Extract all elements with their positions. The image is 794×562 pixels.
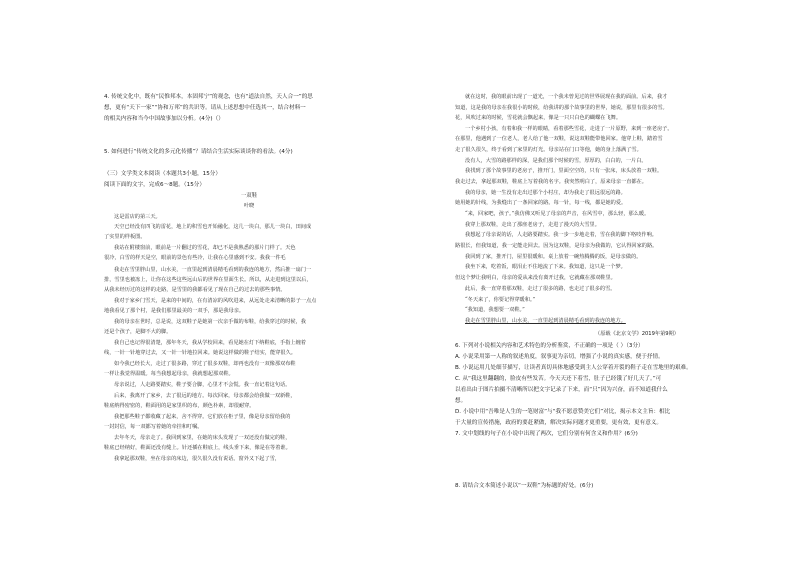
story-line: 我拿起那双鞋，坐在母亲的床边，很久很久没有说话。窗外又下起了雪， xyxy=(114,456,281,462)
story-line: 花，风吹过来的时候，雪花就会飘起来，像是一只只白色的蝴蝶在飞舞。 xyxy=(455,115,622,121)
story-line: 如今我已经长大，走过了很多路，穿过了很多双鞋，却再也没有一双像那双布鞋 xyxy=(114,361,296,367)
story-line: 就在这时，我的眼前出现了一道光，一个我未曾见过的世界展现在我的面前。后来，我才 xyxy=(465,94,668,100)
story-line: 这是雷店的第三天。 xyxy=(114,214,161,220)
story-line: 我站在附楼窗前，眼前是一片翻过的雪花，却已不是我熟悉的那片门样了。天色 xyxy=(114,245,296,251)
story-line: 我想起了母亲说的话，人走路要踏实。我一步一步地走着，雪在我的脚下咯吱作响。 xyxy=(465,232,657,238)
story-line: “我知道，我想要一双鞋。” xyxy=(465,307,525,313)
question-4-line-1: 4. 传统文化中，既有“民惟邦本，本固邦宁”的观念，也有“道法自然，天人合一”的思 xyxy=(104,94,313,100)
source-note: （原载《北京文学》2019年第9期） xyxy=(595,331,679,337)
story-line: 我走过去，拿起那双鞋，鞋底上写着我的名字。我突然明白了，原来母亲一直都在。 xyxy=(455,179,647,185)
story-line: 我走在雪里胖山里，山水美，一直里起到清晨精毛看到的我连的地方，然后推一扇门一 xyxy=(114,267,312,273)
story-line: 没有人，大雪的路那样的深，是我们那个时候的雪，厚厚的，白白的，一片白。 xyxy=(465,158,647,164)
question-5: 5. 如何进行“传统文化的多元化传播”？请结合生活实际谈谈你的看法。(4分) xyxy=(104,149,293,155)
story-line: 此后，我一直穿着那双鞋，走过了很多的路，也走过了很多的雪。 xyxy=(465,286,616,292)
story-line: 知道，这是我的母亲在我很小的时候，给我讲的那个故事里的世界，她说，那里有很多的雪。 xyxy=(455,105,668,111)
story-line: 一样让我觉得温暖。每当我想起母亲，我就想起那双鞋。 xyxy=(104,371,234,377)
story-line: 我坐下来，吃着饭，眼泪止不住地流了下来。我知道，这只是一个梦。 xyxy=(465,264,626,270)
question-6-option-d-cont: 于大量的宣传措施，政府的要赶紧做，解决实际问题才更重要，更有效，更有意义。 xyxy=(455,420,662,426)
question-7: 7. 文中划线的句子在小说中出现了两次，它们分别有何含义和作用？(6分) xyxy=(455,431,638,437)
story-title: 一双鞋 xyxy=(240,193,258,199)
story-line: “来，回家吧，孩子。”我仿佛又听见了母亲的声音，在风雪中，那么轻，那么暖。 xyxy=(465,211,650,217)
story-line: 我把那些鞋子都收藏了起来，舍不得穿。它们放在柜子里，像是母亲留给我的 xyxy=(114,414,291,420)
story-line: 我找到了那个故事里的老房子，推开门，里面空空的，只有一张床，床头放着一双鞋。 xyxy=(465,168,663,174)
question-6-option-d: D. 小说中用“吾唯是人生的一笔财富”与“我不愿意赞美它们”对比，揭示本文主旨：相比 xyxy=(455,409,671,415)
question-6-option-b: B. 小说运用几处细节描写，让读者真切具体地感受到主人公穿着开裂的鞋子走在雪地里的艰难。 xyxy=(455,365,692,371)
story-line: 我回到了家，推开门，屋里很暖和。桌上放着一碗热腾腾的饭，是母亲做的。 xyxy=(465,254,642,260)
story-line: 排，雪里也被冻上，让你在这些这些远山后的世界在里面生长。所以，从走进到这里以后， xyxy=(104,277,312,283)
story-line: 天空已经没有四飞的雷花，地上的积雪也开始融化，这几一块白，那儿一块白，田间成 xyxy=(114,224,312,230)
story-line: 我对于家乡门雪天，是来的中间的，在有清凉的风吹进来，从远处走来清晰的影子一点点 xyxy=(114,298,317,304)
story-line: 母亲说过，人走路要踏实，鞋子要合脚，心里才不会慌。我一直记着这句话。 xyxy=(114,382,291,388)
story-line: 线，一针一针地穿过去，又一针一针地拉回来。她说这样做的鞋子结实，能穿很久。 xyxy=(104,350,296,356)
question-8: 8. 请结合文本简述小说以“一双鞋”为标题的好处。(6分) xyxy=(455,483,594,489)
story-line: 鞋底纳得密密的，鞋面用的是家里织的布，颜色朴素，却很耐穿。 xyxy=(104,403,255,409)
story-line: 走了很久很久，终于看到了家里的灯光。母亲站在门口等他，她的身上落满了雪。 xyxy=(455,147,642,153)
story-line: 一个乡村小孩，有着和我一样的眼睛，看着那些雪花，走进了一片原野，来到一座老房子。 xyxy=(465,126,673,132)
story-line: 地我看见了那个村，是我们那里最美的一双手，那是我母亲。 xyxy=(104,308,245,314)
story-line: 我穿上那双鞋，走出了那座老房子，走进了漫天的大雪里。 xyxy=(465,222,600,228)
story-line: 鞋底已经纳好，鞋面还没有缝上。针还插在鞋底上，线头垂下来，像是在等着谁。 xyxy=(104,445,291,451)
story-line: 我自己也记得很清楚，那年冬天，我从学校回来，看见她在灯下纳鞋底，手指上缠着 xyxy=(114,340,306,346)
story-line: 后来，我离开了家乡，去了很远的地方。每次回家，母亲都会给我做一双新鞋， xyxy=(114,393,296,399)
question-4-line-2: 想，更有“天下一家”“协和万邦”的共识等。请从上述思想中任选其一，结合材料一 xyxy=(104,105,306,111)
story-line: 还是个孩子，是脚不大的脚。 xyxy=(104,329,172,335)
story-line: “冬天来了，你要记得穿暖和。” xyxy=(465,297,536,303)
story-line: 在那里，他遇到了一位老人，老人给了他一双鞋，说这双鞋能带他回家。他穿上鞋，踏着雪 xyxy=(455,136,663,142)
story-line: 我的母亲在世时，总是说，这双鞋子是她第一次亲手做的布鞋，给我穿过的时候，我 xyxy=(114,319,306,325)
question-6-option-a: A. 小说采用第一人称的叙述角度，叙事更为亲切，增强了小说的真实感，便于抒情。 xyxy=(455,354,664,360)
story-line: 路很长，但我知道，我一定能走回去。因为这双鞋，是母亲为我做的，它认得回家的路。 xyxy=(455,243,658,249)
reading-instruction: 阅读下面的文字，完成6～8题。（15分） xyxy=(104,182,205,188)
story-underlined-sentence: 我走在雪里胖山里，山水美，一直里起到清晨精毛看到的我连的地方。 xyxy=(465,318,626,324)
story-line: 很冷，白雪的样天是空，眼前的景色有些冷，让我在心里感到不安。我我一件毛 xyxy=(104,255,286,261)
story-line: 但这个梦让我明白，母亲的爱从来没有离开过我，它就藏在那双鞋里。 xyxy=(455,275,616,281)
question-6-option-c-cont: 以看出由于图片拍摄不清晰所以把文字记录了下来，而“只”因为兴奋，而不知道我什么 xyxy=(455,387,668,393)
story-author: 叶晓 xyxy=(243,203,255,209)
question-4-line-3: 的相关内容和当今中国故事加以分析。(4分)（） xyxy=(104,116,224,122)
story-line: 去年冬天，母亲走了。我回到家里，在她的床头发现了一双还没有做完的鞋， xyxy=(114,435,291,441)
story-line: 一封封信，每一双都写着她的牵挂和叮嘱。 xyxy=(104,424,203,430)
story-line: 了实里的样板图。 xyxy=(104,234,146,240)
question-6-option-c-end: 想。 xyxy=(455,398,467,404)
question-6-option-c: C. 从“我这里翻翻的，脸皮有些发苦。今天天还下着雪，肚子已经饿了好几天了。”可 xyxy=(455,376,662,382)
story-line: 从我未经历过的这样的走路，是雪里的我都看见了现在自己的过去的那些事情。 xyxy=(104,287,286,293)
question-6-stem: 6. 下列对小说相关内容和艺术特色的分析鉴赏，不正确的一项是（ ）（3分） xyxy=(455,343,644,349)
section-heading: （三）文学类文本阅读（本题共3小题，15分） xyxy=(104,171,221,177)
story-line: 我的母亲，她一生没有走出过那个小村庄，却为我走了很远很远的路。 xyxy=(465,190,626,196)
story-line: 她用她的针线，为我缝出了一条回家的路。每一针，每一线，都是她的爱。 xyxy=(455,200,627,206)
